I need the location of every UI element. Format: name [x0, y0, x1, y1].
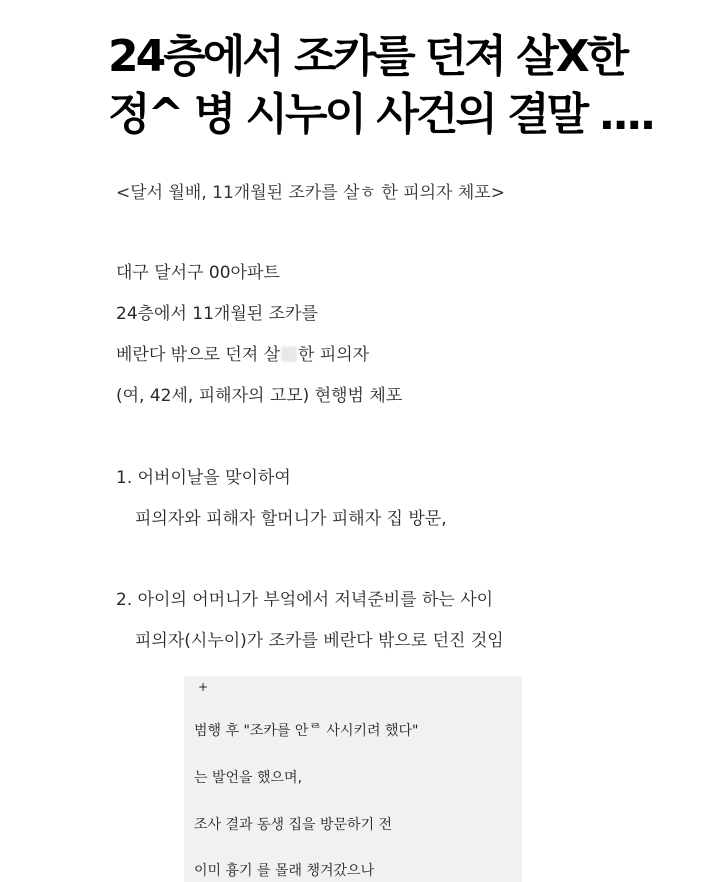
intro-line-3 [116, 335, 696, 376]
item-2 [116, 580, 696, 662]
capture-line-2: 는 발언을 했으며, [194, 770, 303, 786]
capture-line-3: 조사 결과 동생 집을 방문하기 전 [194, 817, 393, 833]
intro-line-2: 24층에서 11개월된 조카를 [116, 304, 318, 324]
item-1 [116, 458, 696, 540]
news-capture-box [184, 676, 522, 882]
intro-paragraph [116, 253, 696, 417]
intro-line-3-start: 베란다 밖으로 던져 살 [116, 345, 281, 365]
redaction-blur [281, 346, 297, 362]
item-2-line-1: 2. 아이의 어머니가 부엌에서 저녁준비를 하는 사이 [116, 590, 494, 610]
subtitle: <달서 월배, 11개월된 조카를 살ㅎ 한 피의자 체포> [116, 183, 505, 203]
headline-line-2: 정^ 병 시누이 사건의 결말 .... [108, 89, 654, 140]
item-1-line-2: 피의자와 피해자 할머니가 피해자 집 방문, [135, 509, 447, 529]
item-1-line-1: 1. 어버이날을 맞이하여 [116, 468, 291, 488]
plus-mark: + [198, 680, 209, 694]
capture-line-4: 이미 흉기 를 몰래 챙겨갔으나 [194, 863, 375, 879]
headline [108, 28, 698, 144]
intro-line-1: 대구 달서구 00아파트 [116, 263, 280, 283]
capture-line-1: 범행 후 "조카를 안ᄅ 사시키려 했다" [194, 723, 419, 739]
headline-line-1: 24층에서 조카를 던져 살X한 [108, 31, 627, 82]
intro-line-3-end: 한 피의자 [298, 345, 370, 365]
intro-line-4: (여, 42세, 피해자의 고모) 현행범 체포 [116, 386, 403, 406]
item-2-line-2: 피의자(시누이)가 조카를 베란다 밖으로 던진 것임 [135, 631, 504, 651]
